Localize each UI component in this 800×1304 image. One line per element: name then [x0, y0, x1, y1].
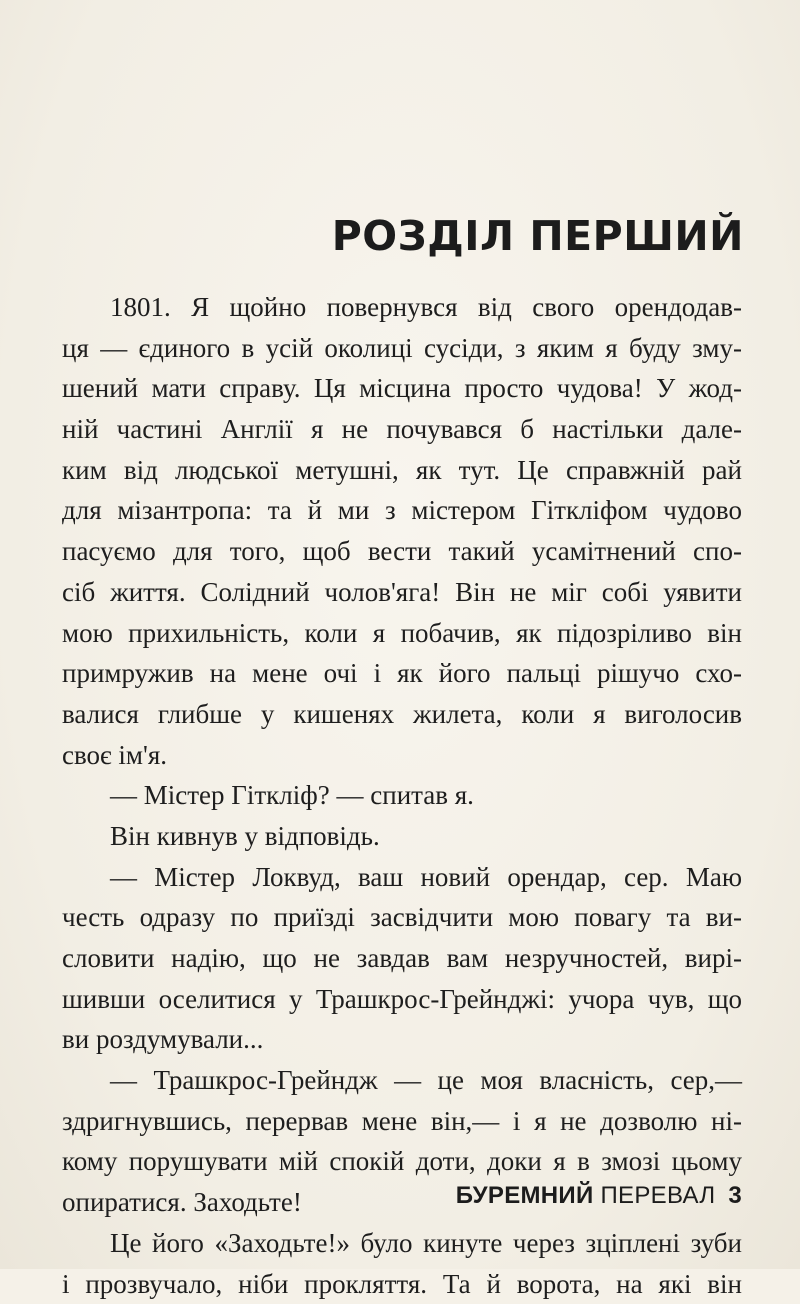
chapter-title: РОЗДІЛ ПЕРШИЙ: [332, 212, 744, 260]
text-line: ви роздумували...: [62, 1019, 742, 1060]
text-line: — Містер Гіткліф? — спитав я.: [62, 775, 742, 816]
text-line: здригнувшись, перервав мене він,— і я не дозволю ні-: [62, 1101, 742, 1142]
text-line: ким від людської метушні, як тут. Це справжній рай: [62, 450, 742, 491]
text-line: — Трашкрос-Грейндж — це моя власність, сер,—: [62, 1060, 742, 1101]
text-line: честь одразу по приїзді засвідчити мою повагу та ви-: [62, 897, 742, 938]
page-number: 3: [728, 1182, 742, 1209]
text-line: шивши оселитися у Трашкрос-Грейнджі: учора чув, що: [62, 979, 742, 1020]
text-line: валися глибше у кишенях жилета, коли я виголосив: [62, 694, 742, 735]
text-line: словити надію, що не завдав вам незручностей, вирі-: [62, 938, 742, 979]
text-line: ній частині Англії я не почувався б настільки дале-: [62, 409, 742, 450]
text-line: і прозвучало, ніби прокляття. Та й ворота, на які він: [62, 1264, 742, 1304]
book-title-rest: ПЕРЕВАЛ: [601, 1182, 716, 1209]
body-text: [62, 287, 742, 1304]
page-footer: [456, 1182, 742, 1210]
text-line: кому порушувати мій спокій доти, доки я в змозі цьому: [62, 1141, 742, 1182]
text-line: — Містер Локвуд, ваш новий орендар, сер. Маю: [62, 857, 742, 898]
text-line: своє ім'я.: [62, 735, 742, 776]
text-line: опиратися. Заходьте!: [62, 1182, 742, 1223]
text-line: Він кивнув у відповідь.: [62, 816, 742, 857]
text-line: сіб життя. Солідний чолов'яга! Він не міг собі уявити: [62, 572, 742, 613]
text-line: ця — єдиного в усій околиці сусіди, з яким я буду зму-: [62, 328, 742, 369]
text-line: 1801. Я щойно повернувся від свого орендодав-: [62, 287, 742, 328]
text-line: примружив на мене очі і як його пальці рішучо схо-: [62, 653, 742, 694]
text-line: мою прихильність, коли я побачив, як підозріливо він: [62, 613, 742, 654]
text-line: пасуємо для того, щоб вести такий усамітнений спо-: [62, 531, 742, 572]
text-line: шений мати справу. Ця місцина просто чудова! У жод-: [62, 368, 742, 409]
book-title-bold: БУРЕМНИЙ: [456, 1182, 594, 1209]
text-line: Це його «Заходьте!» було кинуте через зціплені зуби: [62, 1223, 742, 1264]
text-line: для мізантропа: та й ми з містером Гіткліфом чудово: [62, 490, 742, 531]
